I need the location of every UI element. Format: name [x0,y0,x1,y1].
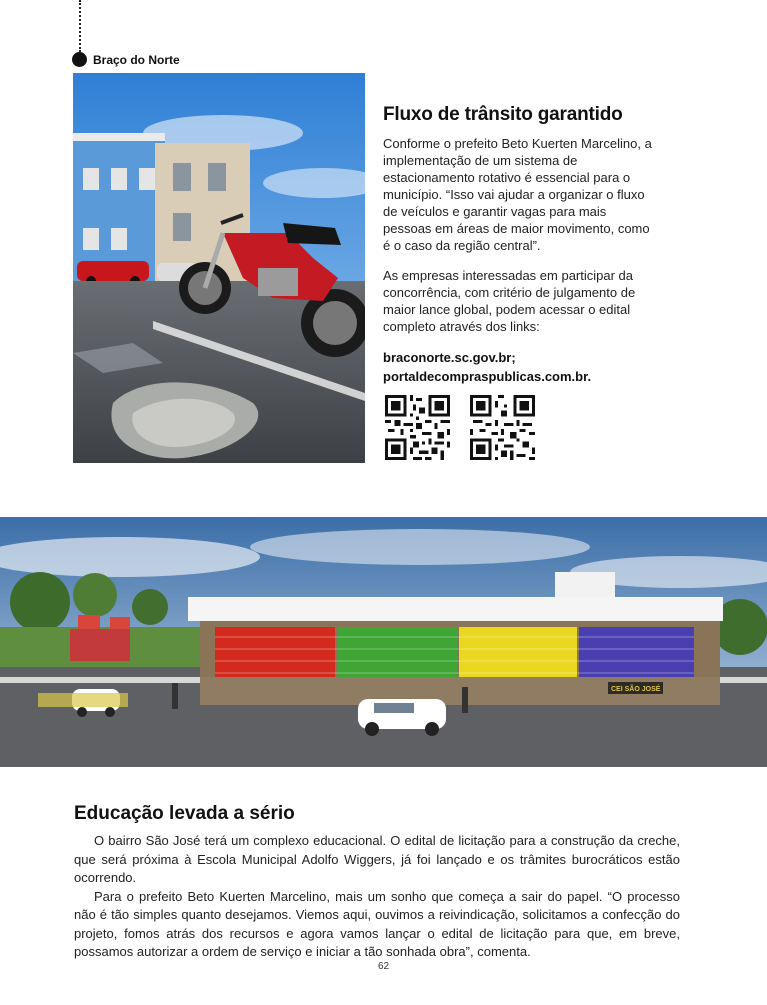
section-marker-dot [72,52,87,67]
main-article-title: Educação levada a sério [74,803,295,824]
main-article-paragraph-2: Para o prefeito Beto Kuerten Marcelino, mais um sonho que começa a sair do papel. “O processo não é tão simples quanto desejamos. Viemos aqui, ouvimos a reivindicação, solicitamos a confecção do projeto, fomos atrás dos recursos e agora vamos lançar o edital de licitação para que, em breve, possamos autorizar a ordem de serviço e iniciar a tão sonhada obra”, comenta. [74,888,680,959]
header-dotted-rule [79,0,81,52]
school-rendering-image [0,517,767,767]
page-number: 62 [377,961,390,972]
link-portal-compras[interactable]: portaldecompraspublicas.com.br. [383,369,592,384]
main-article-body [74,832,680,962]
qr-code-icon[interactable] [385,395,450,460]
sidebar-article-paragraph-1: Conforme o prefeito Beto Kuerten Marcelino, a implementação de um sistema de estacionamento rotativo é essencial para o município. “Isso vai ajudar a organizar o fluxo de veículos e garantir vagas para mais pessoas em áreas de maior movimento, como é o caso da região central”. [383,136,652,253]
qr-codes [385,395,535,460]
render-sign-text: CEI SÃO JOSÉ [611,686,661,693]
street-motorcycle-photo [73,73,365,463]
section-label: Braço do Norte [93,53,180,67]
sidebar-article [383,103,653,386]
sidebar-article-title: Fluxo de trânsito garantido [383,104,623,125]
link-braconorte[interactable]: braconorte.sc.gov.br; [383,350,516,365]
sidebar-article-paragraph-2: As empresas interessadas em participar da concorrência, com critério de julgamento de maior lance global, podem acessar o edital completo através dos links: [383,268,636,334]
main-article-paragraph-1: O bairro São José terá um complexo educacional. O edital de licitação para a construção da creche, que será próxima à Escola Municipal Adolfo Wiggers, já foi lançado e os trâmites burocráticos estão ocorrendo. [74,833,680,885]
qr-code-icon[interactable] [470,395,535,460]
